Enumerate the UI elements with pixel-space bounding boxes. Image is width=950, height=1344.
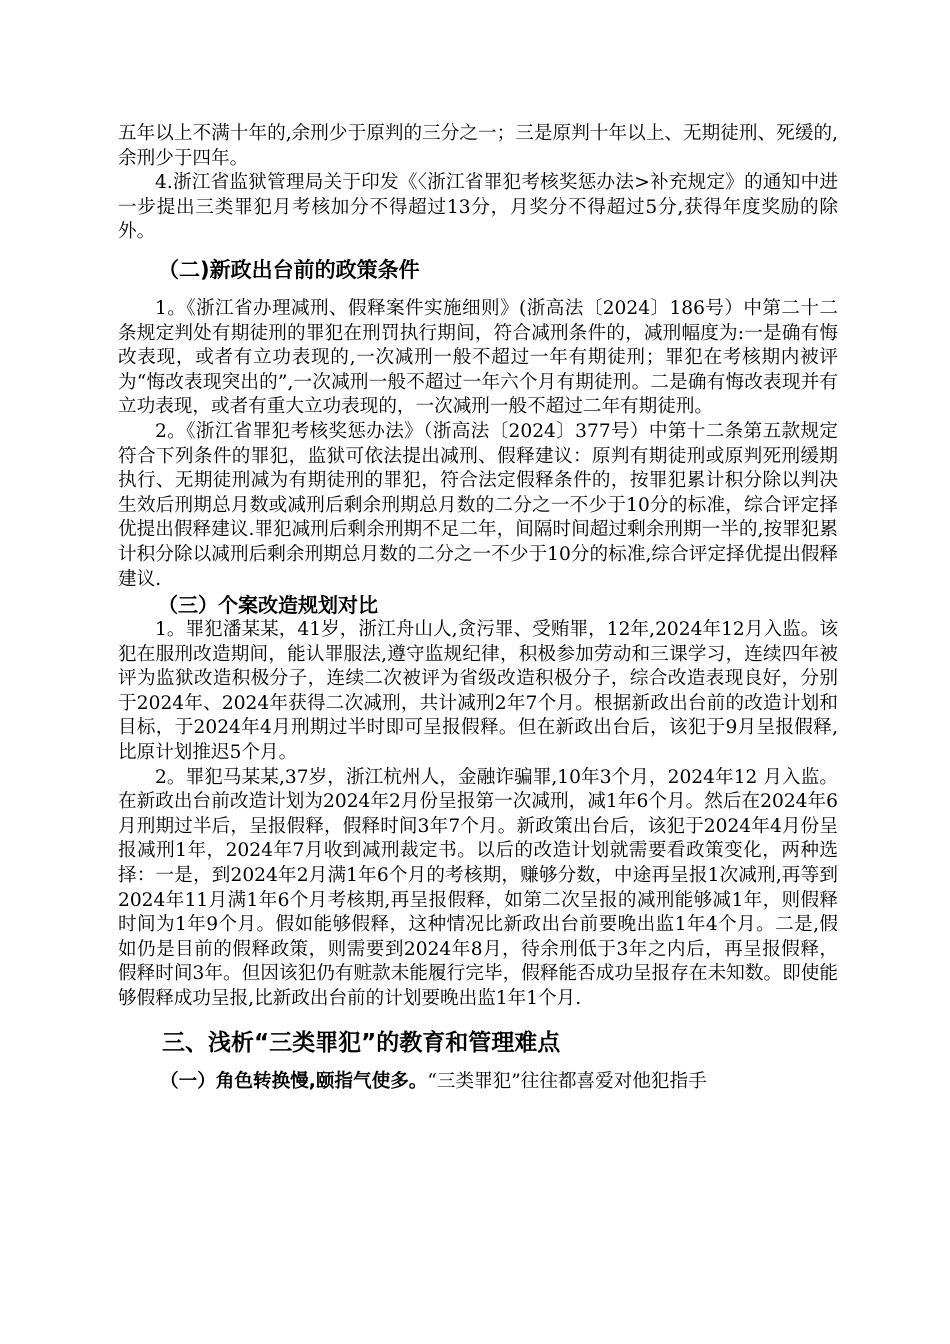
part-heading-3: 三、浅析“三类罪犯”的教育和管理难点	[162, 1029, 561, 1056]
section-heading-2: （二)新政出台前的政策条件	[158, 257, 420, 282]
paragraph-difficulty-1	[118, 1068, 838, 1096]
paragraph-case-1: 1。罪犯潘某某，41岁，浙江舟山人,贪污罪、受贿罪，12年,2024年12月入监。该犯在服刑改造期间，能认罪服法,遵守监规纪律，积极参加劳动和三课学习，连续四年被评为监狱改造积极分子，连续二次被评为省级改造积极分子，综合改造表现良好，分别于2024年、2024年获得二次减刑，共计减刑2年7个月。根据新政出台前的改造计划和目标，于2024年4月刑期过半时即可呈报假释。但在新政出台后，该犯于9月呈报假释,比原计划推迟5个月。	[118, 619, 838, 764]
difficulty-1-lead: （一）角色转换慢,颐指气使多。	[160, 1070, 428, 1092]
difficulty-1-text: “三类罪犯”往往都喜爱对他犯指手	[427, 1070, 707, 1092]
section-heading-3: （三）个案改造规划对比	[158, 593, 378, 618]
paragraph-policy-2: 2。《浙江省罪犯考核奖惩办法》（浙高法〔2024〕377号）中第十二条第五款规定符合下列条件的罪犯，监狱可依法提出减刑、假释建议：原判有期徒刑或原判死刑缓期执行、无期徒刑减为有期徒刑的罪犯，符合法定假释条件的，按罪犯累计积分除以判决生效后刑期总月数或减刑后剩余刑期总月数的二分之一不少于10分的标准，综合评定择优提出假释建议.罪犯减刑后剩余刑期不足二年，间隔时间超过剩余刑期一半的,按罪犯累计积分除以减刑后剩余刑期总月数的二分之一不少于10分的标准,综合评定择优提出假释建议.	[118, 420, 838, 590]
document-page	[118, 122, 838, 1096]
paragraph-case-2: 2。罪犯马某某,37岁，浙江杭州人，金融诈骗罪,10年3个月，2024年12 月入监。在新政出台前改造计划为2024年2月份呈报第一次减刑，减1年6个月。然后在2024年6月刑期过半后，呈报假释，假释时间3年7个月。新政策出台后，该犯于2024年4月份呈报减刑1年，2024年7月收到减刑裁定书。以后的改造计划就需要看政策变化，两种选择：一是，到2024年2月满1年6个月的考核期，赚够分数，中途再呈报1次减刑,再等到2024年11月满1年6个月考核期,再呈报假释，如第二次呈报的减刑能够减1年，则假释时间为1年9个月。假如能够假释，这种情况比新政出台前要晚出监1年4个月。二是,假如仍是目前的假释政策，则需要到2024年8月，待余刑低于3年之内后，再呈报假释，假释时间3年。但因该犯仍有赃款未能履行完毕，假释能否成功呈报存在未知数。即使能够假释成功呈报,比新政出台前的计划要晚出监1年1个月.	[118, 766, 838, 1009]
paragraph-policy-1: 1。《浙江省办理减刑、假释案件实施细则》(浙高法〔2024〕186号）中第二十二条规定判处有期徒刑的罪犯在刑罚执行期间，符合减刑条件的，减刑幅度为:一是确有悔改表现，或者有立功表现的,一次减刑一般不超过一年有期徒刑；罪犯在考核期内被评为“悔改表现突出的”,一次减刑一般不超过一年六个月有期徒刑。二是确有悔改表现并有立功表现，或者有重大立功表现的，一次减刑一般不超过二年有期徒刑。	[118, 297, 838, 418]
paragraph-item-4: 4.浙江省监狱管理局关于印发《〈浙江省罪犯考核奖惩办法>补充规定》的通知中进一步提出三类罪犯月考核加分不得超过13分，月奖分不得超过5分,获得年度奖励的除外。	[118, 172, 838, 243]
paragraph-continuation: 五年以上不满十年的,余刑少于原判的三分之一；三是原判十年以上、无期徒刑、死缓的,余刑少于四年。	[118, 123, 838, 169]
